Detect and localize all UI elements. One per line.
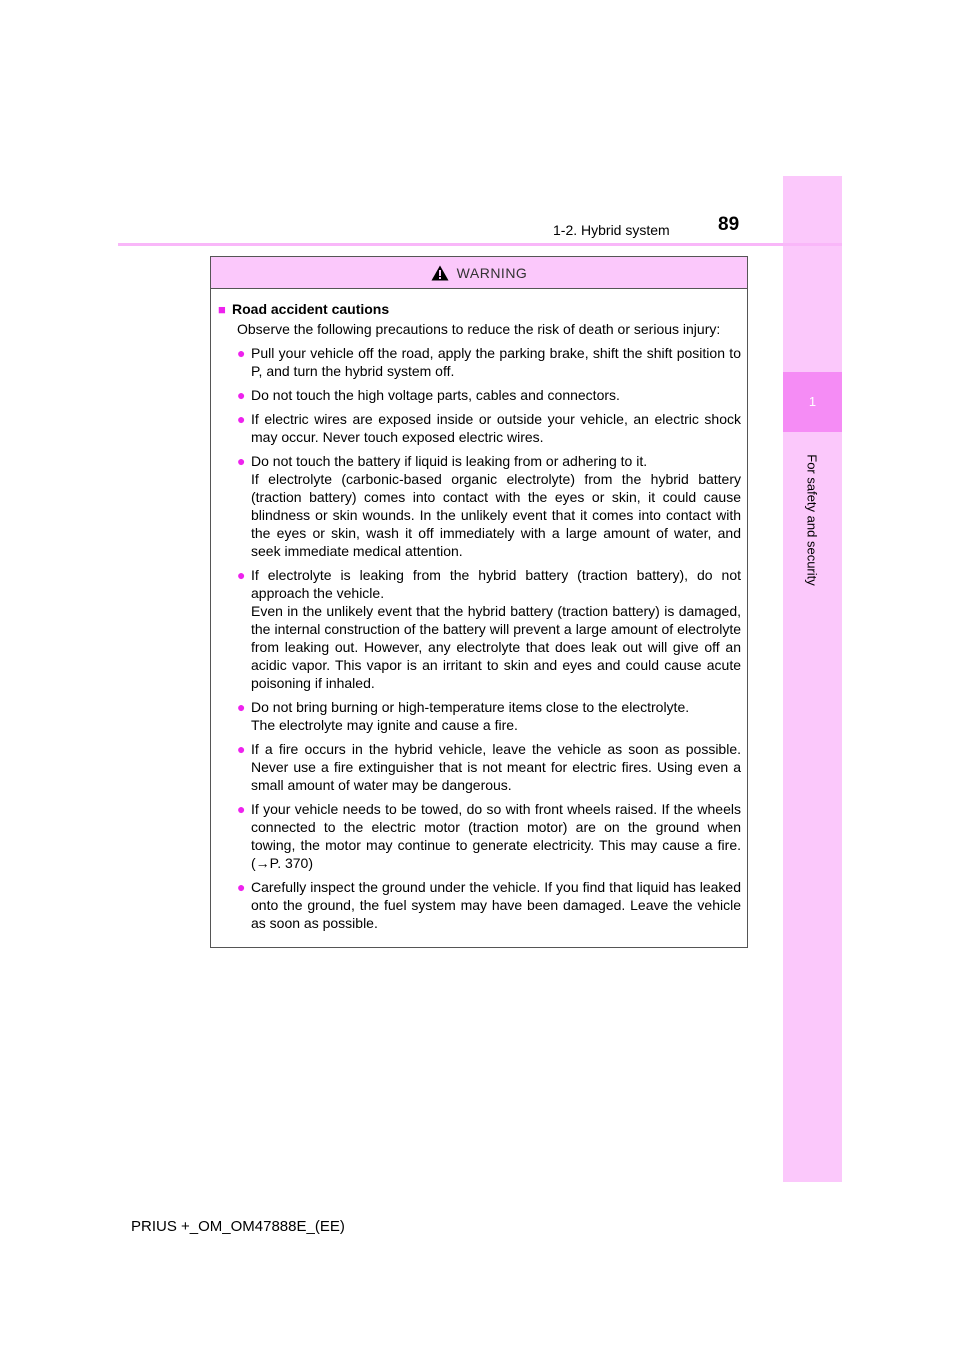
round-bullet-icon: ● xyxy=(237,345,246,361)
warning-item-line: Do not bring burning or high-temperature items close to the electrolyte. xyxy=(251,699,690,715)
round-bullet-icon: ● xyxy=(237,879,246,895)
warning-list xyxy=(218,344,741,932)
square-bullet-icon: ■ xyxy=(218,302,226,317)
topic-heading xyxy=(218,300,741,319)
round-bullet-icon: ● xyxy=(237,453,246,469)
warning-item-text xyxy=(251,740,741,794)
warning-list-item xyxy=(237,344,741,380)
warning-item-line: The electrolyte may ignite and cause a fire. xyxy=(251,717,518,733)
warning-body xyxy=(211,289,747,932)
warning-list-item xyxy=(237,452,741,560)
warning-item-text xyxy=(251,344,741,380)
warning-item-text xyxy=(251,800,741,872)
side-chapter-tab xyxy=(783,176,842,1182)
warning-item-text xyxy=(251,410,741,446)
warning-list-item xyxy=(237,566,741,692)
page-number: 89 xyxy=(718,214,740,235)
round-bullet-icon: ● xyxy=(237,411,246,427)
warning-list-item xyxy=(237,386,741,404)
warning-item-line: Do not touch the battery if liquid is leaking from or adhering to it. xyxy=(251,453,648,469)
warning-list-item xyxy=(237,410,741,446)
warning-item-text xyxy=(251,452,741,560)
round-bullet-icon: ● xyxy=(237,801,246,817)
warning-list-item xyxy=(237,740,741,794)
round-bullet-icon: ● xyxy=(237,699,246,715)
warning-item-text xyxy=(251,566,741,692)
warning-list-item xyxy=(237,800,741,872)
document-code: PRIUS +_OM_OM47888E_(EE) xyxy=(131,1218,345,1235)
warning-item-line: If a fire occurs in the hybrid vehicle, leave the vehicle as soon as possible. Never use a fire extinguisher that is not meant for electric fires. Using even a small amount of water may be dangerous. xyxy=(251,741,741,793)
warning-item-line: Even in the unlikely event that the hybrid battery (traction battery) is damaged, the internal construction of the battery will prevent a large amount of electrolyte from leaking out. However, any electrolyte that does leak out will give off an acidic vapor. This vapor is an irritant to skin and eyes and could cause acute poisoning if inhaled. xyxy=(251,603,741,691)
warning-list-item xyxy=(237,698,741,734)
chapter-label: For safety and security xyxy=(804,454,820,586)
warning-box xyxy=(210,256,748,948)
warning-item-line: Do not touch the high voltage parts, cables and connectors. xyxy=(251,387,620,403)
warning-triangle-icon xyxy=(431,265,449,281)
warning-list-item xyxy=(237,878,741,932)
warning-item-line: If electrolyte (carbonic-based organic electrolyte) from the hybrid battery (traction battery) comes into contact with the eyes or skin, it could cause blindness or skin wounds. In the unlikely event that it comes into contact with the eyes or skin, wash it off immediately with a large amount of water, and seek immediate medical attention. xyxy=(251,471,741,559)
warning-item-text xyxy=(251,386,741,404)
warning-item-text xyxy=(251,698,741,734)
warning-item-line: Pull your vehicle off the road, apply the parking brake, shift the shift position to P, and turn the hybrid system off. xyxy=(251,345,741,379)
round-bullet-icon: ● xyxy=(237,741,246,757)
intro-text: Observe the following precautions to reduce the risk of death or serious injury: xyxy=(237,321,721,337)
warning-item-line: If electric wires are exposed inside or outside your vehicle, an electric shock may occur. Never touch exposed electric wires. xyxy=(251,411,741,445)
topic-title: Road accident cautions xyxy=(232,301,390,317)
warning-item-line: If your vehicle needs to be towed, do so with front wheels raised. If the wheels connected to the electric motor (traction motor) are on the ground when towing, the motor may continue to generate electricity. This may cause a fire. (→P. 370) xyxy=(251,801,741,871)
section-title: 1-2. Hybrid system xyxy=(553,222,670,238)
warning-item-line: If electrolyte is leaking from the hybrid battery (traction battery), do not approach the vehicle. xyxy=(251,567,741,601)
round-bullet-icon: ● xyxy=(237,567,246,583)
chapter-number: 1 xyxy=(783,372,842,432)
round-bullet-icon: ● xyxy=(237,387,246,403)
warning-item-text xyxy=(251,878,741,932)
warning-item-line: Carefully inspect the ground under the vehicle. If you find that liquid has leaked onto the ground, the fuel system may have been damaged. Leave the vehicle as soon as possible. xyxy=(251,879,741,931)
header-divider xyxy=(118,243,842,246)
warning-label: WARNING xyxy=(456,264,528,281)
warning-header xyxy=(211,257,747,289)
